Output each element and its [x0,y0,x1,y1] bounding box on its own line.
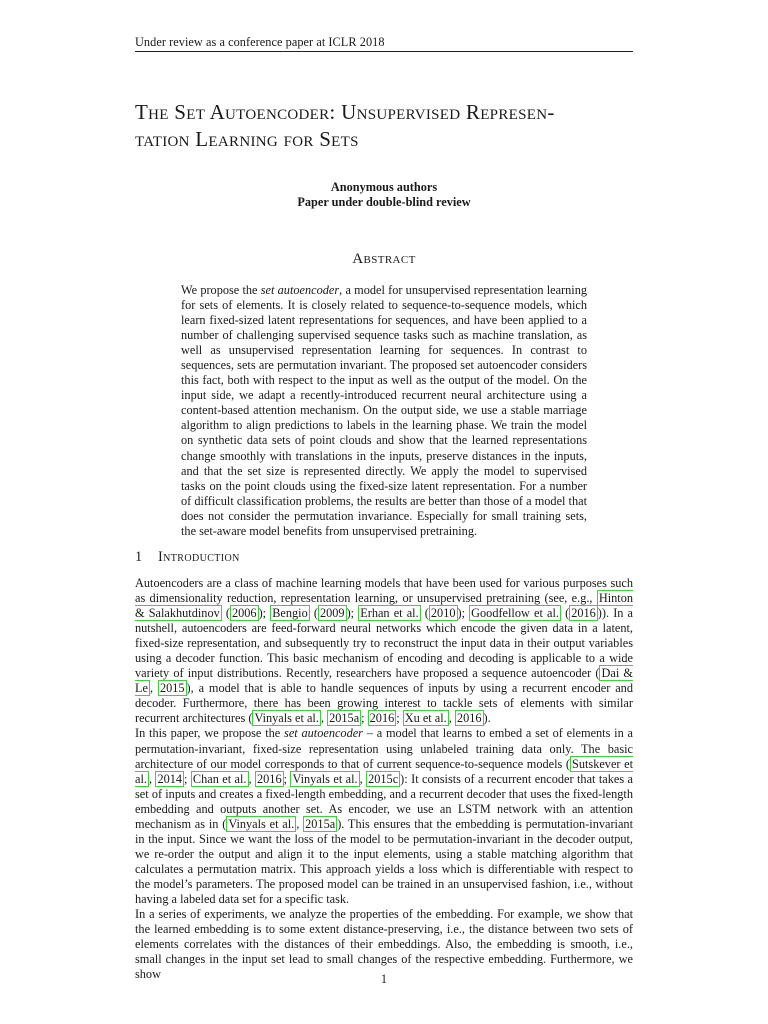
authors-name: Anonymous authors [330,180,438,194]
intro-text: – a model that learns to embed a set of elements in a permutation-invariant, fixed-size representation using unlabeled training data only. The basic architecture of our model corresponds to that of current sequence-to-sequence models ( [135,726,634,771]
citation-link[interactable]: 2016 [369,711,395,726]
citation-link[interactable]: 2016 [571,606,596,621]
introduction-body [135,576,633,982]
citation-link[interactable]: 2016 [257,771,282,786]
citation-link[interactable]: Vinyals et al. [292,771,358,786]
intro-text: ); [457,606,470,621]
citation-link[interactable]: 2015 [159,681,185,696]
citation-link[interactable]: Sutskever et al. [135,756,633,786]
title-line-2: tation Learning for Sets [135,127,359,151]
intro-text: ; [396,711,403,726]
citation-link[interactable]: Dai & Le [135,666,633,696]
intro-text: , [248,771,255,786]
citation-link[interactable]: 2016 [456,711,482,726]
intro-text: , [359,771,367,786]
citation-link[interactable]: 2015a [305,816,336,831]
citation-link[interactable]: Hinton & Salakhutdinov [135,591,633,621]
intro-text: ; [361,711,368,726]
intro-text: , [149,681,158,696]
abstract-body [181,283,587,539]
citation-link[interactable]: Vinyals et al. [228,816,295,831]
page-number: 1 [380,972,388,986]
citation-link[interactable]: Vinyals et al. [254,711,319,726]
intro-text: ( [221,606,230,621]
citation-link[interactable]: Chan et al. [192,771,247,786]
citation-link[interactable]: 2006 [231,606,257,621]
intro-text: ). This ensures that the embedding is permutation-invariant in the input. Since we want the loss of the model to be permutation-invariant in the decoder output, we re-order the output and align it to the input elements, using a stable matching algorithm that calculates a permutation matrix. This approach yields a loss which is differentiable with respect to the model’s parameters. The proposed model can be trained in an unsupervised fashion, i.e., without having a labeled data set for a specific task. [135,816,633,906]
abstract-text-lead: We propose the [181,283,261,297]
paper-title [135,99,640,153]
intro-text: Autoencoders are a class of machine learning models that have been used for various purposes such as dimensionality reduction, representation learning, or unsupervised pretraining (see, e.g., [135,576,633,606]
author-block [0,180,768,210]
intro-paragraph-1 [135,576,633,726]
section-heading-introduction [135,549,240,566]
intro-text: ( [420,606,429,621]
citation-link[interactable]: Xu et al. [404,711,447,726]
section-title: Introduction [158,549,240,565]
citation-link[interactable]: Bengio [272,606,308,621]
intro-text: ( [560,606,570,621]
abstract-term: set autoencoder [260,283,340,297]
intro-text: ( [309,606,318,621]
intro-text: ; [184,771,191,786]
intro-text: , [448,711,455,726]
section-number: 1 [135,549,143,565]
citation-link[interactable]: 2009 [319,606,345,621]
citation-link[interactable]: Erhan et al. [360,606,419,621]
review-note: Paper under double-blind review [297,195,471,209]
intro-text: ); [346,606,359,621]
intro-text: ). [483,711,491,726]
intro-text: ): It consists of a recurrent encoder that takes a set of inputs and creates a fixed-length embedding, and a recurrent decoder that uses the fixed-length embedding and outputs another set. As encoder, we use an LSTM network with an attention mechanism as in ( [135,771,634,831]
intro-text: , [320,711,328,726]
intro-term: set autoencoder [284,726,363,741]
intro-text: ), a model that is able to handle sequences of inputs by using a recurrent encoder and decoder. Furthermore, there has been growing interest to tackle sets of elements with similar recurrent architectures ( [135,681,633,726]
citation-link[interactable]: 2015a [329,711,360,726]
intro-text: )). In a nutshell, autoencoders are feed-forward neural networks which encode the given data in a latent, fixed-size representation, and subsequently try to reconstruct the input data in their output variables using a decoder function. This basic mechanism of encoding and decoding is applicable to a wide variety of input distributions. Recently, researchers have proposed a sequence autoencoder ( [135,606,634,681]
intro-text: , [296,816,304,831]
abstract-text: , a model for unsupervised representation learning for sets of elements. It is closely related to sequence-to-sequence models, which learn fixed-sized latent representations for sequences, and have been applied to a number of challenging supervised sequence tasks such as machine translation, as well as unsupervised representation learning for sequences. In contrast to sequences, sets are permutation invariant. The proposed set autoencoder considers this fact, both with respect to the input as well as the output of the model. On the input side, we adapt a recently-introduced recurrent neural architecture using a content-based attention mechanism. On the output side, we use a stable marriage algorithm to align predictions to labels in the learning phase. We train the model on synthetic data sets of point clouds and show that the learned representations change smoothly with translations in the inputs, preserve distances in the inputs, and that the set size is represented directly. We apply the model to supervised tasks on the point clouds using the fixed-size latent representation. For a number of difficult classification problems, the results are better than those of a model that does not consider the permutation invariance. Especially for small training sets, the set-aware model benefits from unsupervised pretraining. [181,283,587,538]
abstract-heading: Abstract [352,251,416,267]
running-header: Under review as a conference paper at ICLR 2018 [135,35,385,49]
citation-link[interactable]: 2015c [368,771,399,786]
title-line-1: The Set Autoencoder: Unsupervised Represen- [135,100,555,124]
citation-link[interactable]: 2010 [430,606,456,621]
intro-text: ; [283,771,291,786]
intro-text: ); [258,606,271,621]
citation-link[interactable]: Goodfellow et al. [471,606,559,621]
intro-text: In this paper, we propose the [135,726,285,741]
header-rule [135,51,633,52]
intro-text: , [148,771,156,786]
citation-link[interactable]: 2014 [157,771,183,786]
intro-paragraph-3: In a series of experiments, we analyze the properties of the embedding. For example, we show that the learned embedding is to some extent distance-preserving, i.e., the distance between two sets of elements correlates with the distances of their embeddings. Also, the embedding is smooth, i.e., small changes in the input set lead to small changes of the respective embedding. Furthermore, we show [135,907,633,982]
intro-paragraph-2 [135,726,633,907]
